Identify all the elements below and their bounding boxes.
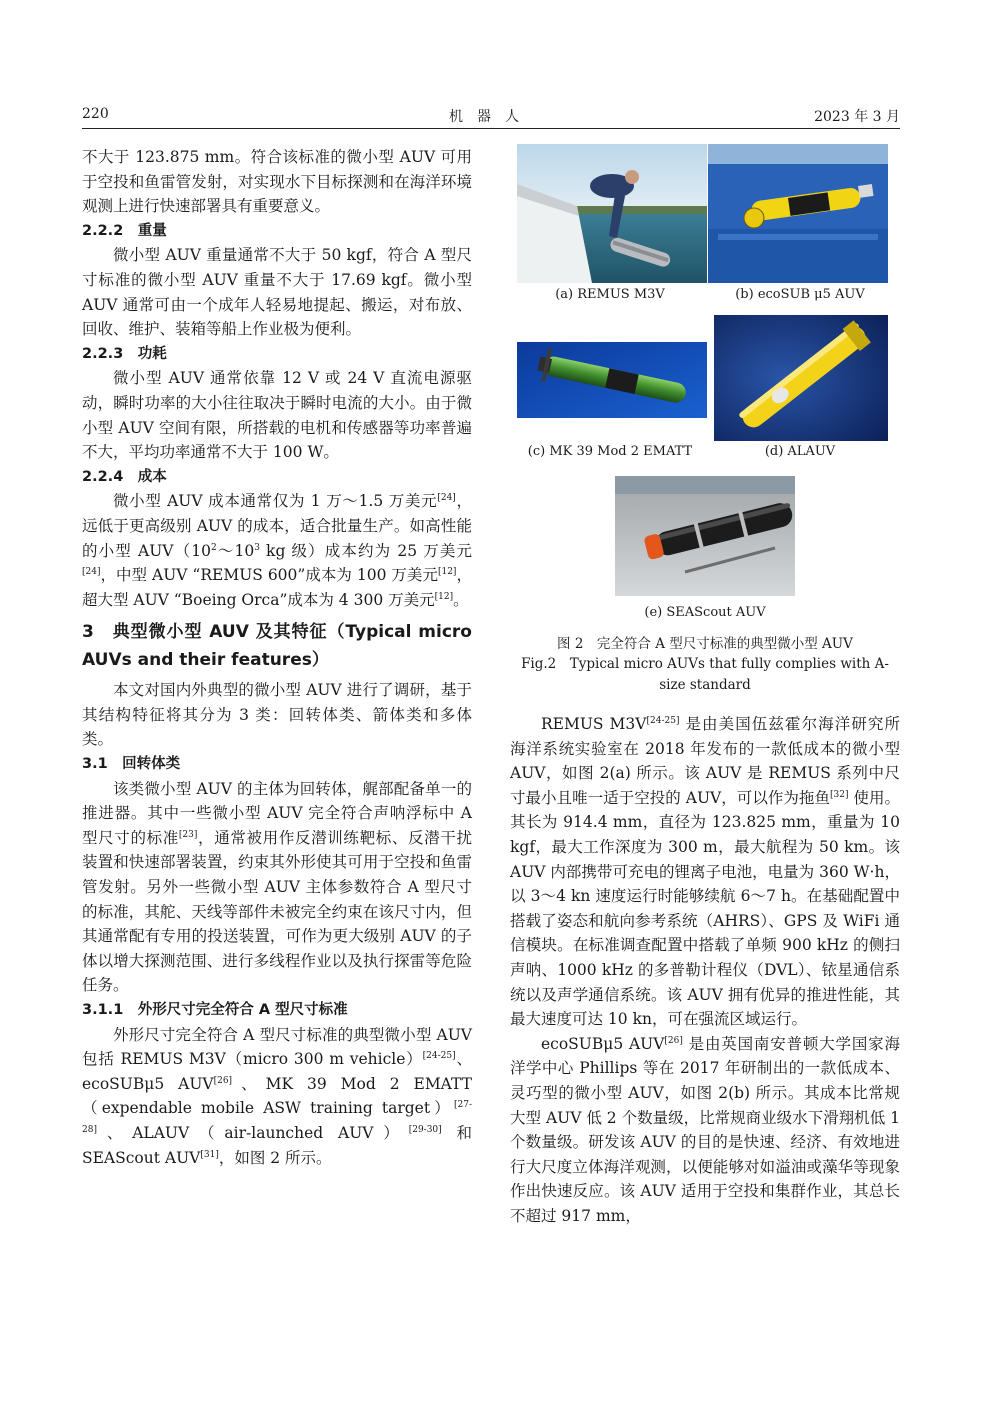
citation[interactable]: [24] [437, 493, 456, 504]
section-heading-2-2-3: 2.2.3 功耗 [82, 345, 167, 362]
left-column [82, 145, 472, 1170]
paragraph: 微小型 AUV 重量通常不大于 50 kgf，符合 A 型尺寸标准的微小型 AUV 重量不大于 17.69 kgf。微小型 AUV 通常可由一个成年人轻易地提起、搬运，对布放、回收、维护、装箱等船上作业极为便利。 [82, 246, 472, 339]
paragraph-ecosub: ecoSUBμ5 AUV[26] 是由英国南安普顿大学国家海洋学中心 Phillips 等在 2017 年研制出的一款低成本、灵巧型的微小型 AUV，如图 2(b) 所示。其成本比常规大型 AUV 低 2 个数量级，比常规商业级水下滑翔机低 1 个数量级。研发该 AUV 的目的是快速、经济、有效地进行大尺度立体海洋观测，以便能够对如溢油或藻华等现象作出快速反应。该 AUV 适用于空投和集群作业，其总长不超过 917 mm， [510, 1034, 900, 1225]
section-heading-3-1: 3.1 回转体类 [82, 756, 181, 773]
right-column [510, 712, 900, 1228]
page-number: 220 [82, 106, 109, 122]
citation[interactable]: [24] [82, 566, 101, 577]
citation[interactable]: [26] [213, 1075, 233, 1086]
paragraph: 外形尺寸完全符合 A 型尺寸标准的典型微小型 AUV 包括 REMUS M3V（micro 300 m vehicle）[24-25]、ecoSUBμ5 AUV[26]、MK 39 Mod 2 EMATT（expendable mobile ASW training target）[27-28]、ALAUV（air-launched AUV）[29-30] 和 SEAScout AUV[31]，如图 2 所示。 [82, 1025, 472, 1167]
citation[interactable]: [24-25] [422, 1051, 456, 1062]
caption-e: (e) SEAScout AUV [644, 605, 766, 620]
caption-d: (d) ALAUV [764, 444, 836, 459]
page-header [82, 102, 900, 129]
paragraph: 微小型 AUV 成本通常仅为 1 万～1.5 万美元[24]，远低于更高级别 AUV 的成本，适合批量生产。如高性能的小型 $AUV(10^2\sim 10^3$ kg 级）成本约为 25 万美元[24]，中型 AUV “REMUS 600”成本为 100 万美元[12]，超大型 AUV “Boeing Orca”成本为 4 300 万美元[12]。 [82, 492, 472, 609]
citation[interactable]: [29-30] [408, 1124, 442, 1135]
citation[interactable]: [31] [200, 1149, 219, 1160]
caption-c: (c) MK 39 Mod 2 EMATT [527, 444, 693, 459]
citation[interactable]: [12] [437, 566, 457, 577]
photo-ecosub [708, 144, 888, 283]
citation[interactable]: [27-28] [82, 1100, 472, 1135]
section-heading-3-1-1: 3.1.1 外形尺寸完全符合 A 型尺寸标准 [82, 1002, 348, 1018]
caption-a: (a) REMUS M3V [555, 287, 665, 302]
section-heading-3: 3 典型微小型 AUV 及其特征（Typical micro AUVs and their features） [82, 622, 472, 671]
photo-mk39-ematt [517, 342, 707, 418]
photo-alauv [714, 315, 888, 441]
citation[interactable]: [23] [178, 829, 198, 840]
paragraph: 该类微小型 AUV 的主体为回转体，艉部配备单一的推进器。其中一些微小型 AUV 完全符合声呐浮标中 A 型尺寸的标准[23]，通常被用作反潜训练靶标、反潜干扰装置和快速部署装置，约束其外形使其可用于空投和鱼雷管发射。另外一些微小型 AUV 主体参数符合 A 型尺寸的标准，其舵、天线等部件未被完全约束在该尺寸内，但其通常配有专用的投送装置，可作为更大级别 AUV 的子体以增大探测范围、进行多线程作业以及执行探雷等危险任务。 [82, 779, 472, 995]
section-heading-2-2-2: 2.2.2 重量 [82, 222, 167, 239]
photo-seascout [615, 476, 795, 596]
citation[interactable]: [32] [829, 789, 849, 800]
figure-title-en: Fig.2 Typical micro AUVs that fully complies with A-size standard [521, 656, 889, 693]
caption-b: (b) ecoSUB μ5 AUV [735, 287, 865, 302]
citation[interactable]: [12] [434, 591, 454, 602]
paragraph-remus: REMUS M3V[24-25] 是由美国伍兹霍尔海洋研究所海洋系统实验室在 2018 年发布的一款低成本的微小型 AUV，如图 2(a) 所示。该 AUV 是 REMUS 系列中尺寸最小且唯一适于空投的 AUV，可以作为拖鱼[32] 使用。其长为 914.4 mm，直径为 123.825 mm，重量为 10 kgf，最大工作深度为 300 m，最大航程为 50 km。该 AUV 内部携带可充电的锂离子电池，电量为 360 W·h，以 3～4 kn 速度运行时能够续航 6～7 h。在基础配置中搭载了姿态和航向参考系统（AHRS）、GPS 及 WiFi 通信模块。在标准调查配置中搭载了单频 900 kHz 的侧扫声呐、1000 kHz 的多普勒计程仪（DVL）、铱星通信系统以及声学通信系统。该 AUV 拥有优异的推进性能，其最大速度可达 10 kn，可在强流区域运行。 [510, 715, 900, 1029]
figure-title-cn: 图 2 完全符合 A 型尺寸标准的典型微小型 AUV [557, 636, 853, 652]
citation[interactable]: [26] [664, 1035, 683, 1046]
paragraph: 不大于 123.875 mm。符合该标准的微小型 AUV 可用于空投和鱼雷管发射，对实现水下目标探测和在海洋环境观测上进行快速部署具有重要意义。 [82, 148, 472, 216]
figure-2 [510, 140, 900, 700]
journal-title: 机器人 [449, 109, 533, 125]
citation[interactable]: [24-25] [646, 715, 680, 726]
paragraph: 微小型 AUV 通常依靠 12 V 或 24 V 直流电源驱动，瞬时功率的大小往往取决于瞬时电流的大小。由于微小型 AUV 空间有限，所搭载的电机和传感器等功率普遍不大，平均功率通常不大于 100 W。 [82, 369, 472, 462]
photo-remus-m3v [517, 144, 707, 283]
section-heading-2-2-4: 2.2.4 成本 [82, 468, 167, 485]
issue-date: 2023 年 3 月 [814, 109, 900, 125]
paragraph: 本文对国内外典型的微小型 AUV 进行了调研，基于其结构特征将其分为 3 类：回转体类、箭体类和多体类。 [82, 681, 472, 749]
